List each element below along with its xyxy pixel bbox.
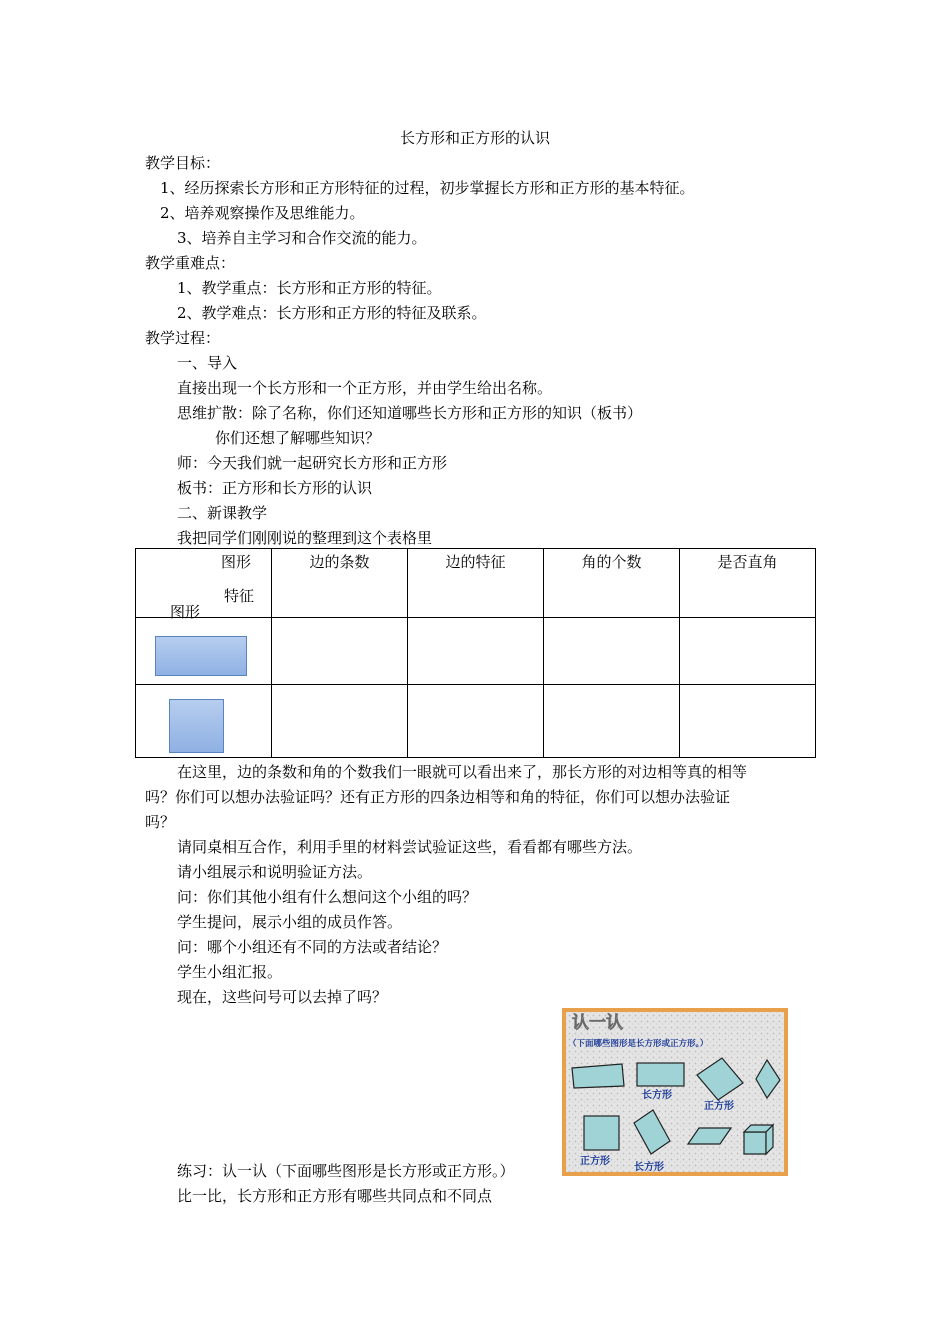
paragraph-line: 吗？	[145, 813, 176, 831]
header-label: 是否直角	[717, 553, 778, 571]
process-line: 问：哪个小组还有不同的方法或者结论？	[177, 938, 448, 956]
table-cell	[680, 685, 816, 758]
document-title: 长方形和正方形的认识	[399, 129, 550, 147]
table-cell	[408, 685, 544, 758]
label-rectangle: 长方形	[642, 1090, 672, 1101]
process-line: 二、新课教学	[177, 504, 268, 522]
label-square: 正方形	[704, 1101, 734, 1112]
goal-item: 3、培养自主学习和合作交流的能力。	[177, 229, 427, 247]
table-corner-cell	[136, 549, 272, 621]
keypoint-item: 2、教学难点：长方形和正方形的特征及联系。	[177, 304, 487, 322]
image-subtitle: （下面哪些图形是长方形或正方形。）	[568, 1039, 709, 1049]
goal-item: 2、培养观察操作及思维能力。	[160, 204, 365, 222]
image-heading: 认一认	[572, 1013, 623, 1033]
process-line: 问：你们其他小组有什么想问这个小组的吗？	[177, 888, 478, 906]
label-square: 正方形	[580, 1156, 610, 1167]
paragraph-line: 吗？你们可以想办法验证吗？还有正方形的四条边相等和角的特征，你们可以想办法验证	[145, 788, 731, 806]
header-label: 边的条数	[309, 553, 370, 571]
process-line: 现在，这些问号可以去掉了吗？	[177, 988, 388, 1006]
process-line: 师：今天我们就一起研究长方形和正方形	[177, 454, 448, 472]
rectangle-shape	[155, 636, 247, 676]
corner-label-mid: 特征	[224, 587, 255, 605]
process-line: 思维扩散：除了名称，你们还知道哪些长方形和正方形的知识（板书）	[177, 404, 643, 422]
goal-item: 1、经历探索长方形和正方形特征的过程，初步掌握长方形和正方形的基本特征。	[160, 179, 695, 197]
identify-shapes-image	[562, 1008, 788, 1176]
table-header-cell	[408, 549, 544, 618]
table-header-cell	[544, 549, 680, 618]
rectangle-shape	[637, 1063, 684, 1086]
cube-front-face	[744, 1132, 766, 1154]
process-line: 一、导入	[177, 354, 238, 372]
header-label: 边的特征	[445, 553, 506, 571]
keypoint-item: 1、教学重点：长方形和正方形的特征。	[177, 279, 442, 297]
table-cell	[272, 685, 408, 758]
square-shape	[169, 699, 224, 753]
table-cell	[544, 685, 680, 758]
process-heading: 教学过程：	[145, 329, 221, 347]
process-line: 你们还想了解哪些知识？	[215, 429, 381, 447]
square-shape	[584, 1116, 619, 1150]
table-cell	[408, 618, 544, 685]
table-header-row	[136, 549, 816, 618]
table-cell	[272, 618, 408, 685]
table-header-cell	[680, 549, 816, 618]
paragraph-line: 在这里，边的条数和角的个数我们一眼就可以看出来了，那长方形的对边相等真的相等	[177, 763, 748, 781]
table-cell	[680, 618, 816, 685]
label-rectangle: 长方形	[634, 1162, 664, 1173]
keypoints-heading: 教学重难点：	[145, 254, 236, 272]
process-line: 板书：正方形和长方形的认识	[177, 479, 373, 497]
process-line: 学生提问，展示小组的成员作答。	[177, 913, 403, 931]
process-line: 直接出现一个长方形和一个正方形，并由学生给出名称。	[177, 379, 553, 397]
quadrilateral-shape	[572, 1064, 624, 1088]
process-line: 请同桌相互合作，利用手里的材料尝试验证这些，看看都有哪些方法。	[177, 838, 643, 856]
header-label: 角的个数	[581, 553, 642, 571]
table-header-cell	[272, 549, 408, 618]
practice-line: 练习：认一认（下面哪些图形是长方形或正方形。）	[177, 1162, 515, 1180]
corner-label-top: 图形	[221, 553, 252, 571]
compare-line: 比一比，长方形和正方形有哪些共同点和不同点	[177, 1187, 493, 1205]
table-row	[136, 685, 816, 758]
table-cell	[544, 618, 680, 685]
process-line: 我把同学们刚刚说的整理到这个表格里	[177, 529, 433, 547]
corner-label-bottom: 图形	[170, 603, 201, 621]
goals-heading: 教学目标：	[145, 154, 221, 172]
process-line: 学生小组汇报。	[177, 963, 283, 981]
process-line: 请小组展示和说明验证方法。	[177, 863, 373, 881]
